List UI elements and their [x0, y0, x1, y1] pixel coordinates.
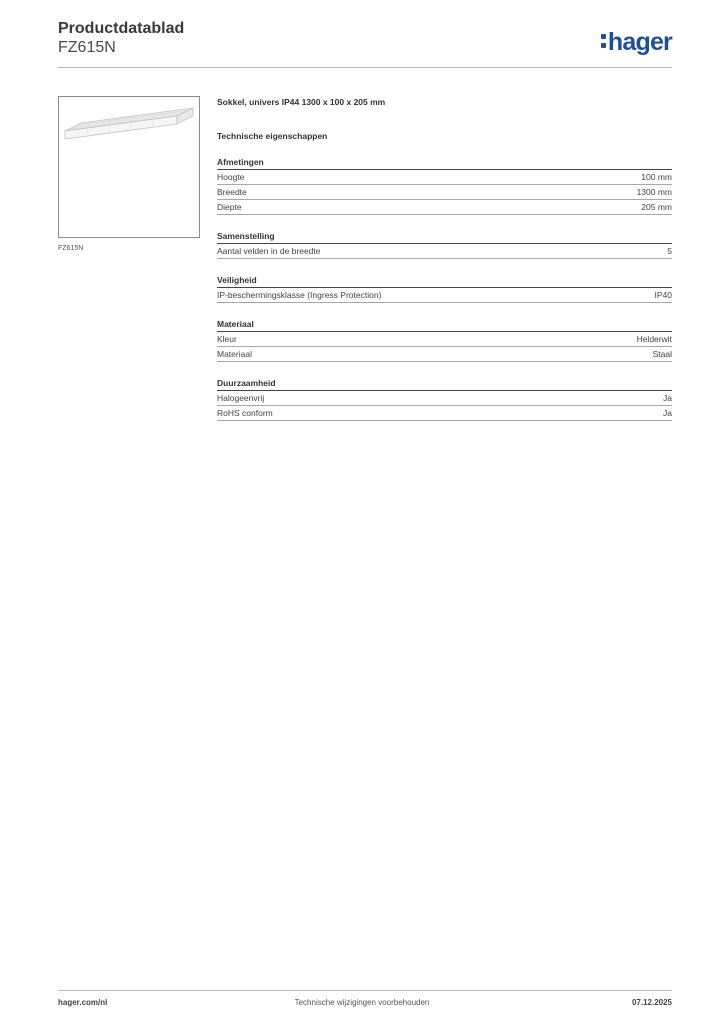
- spec-label: Aantal velden in de breedte: [217, 246, 321, 256]
- spec-label: Hoogte: [217, 172, 245, 182]
- spec-group: [217, 275, 672, 303]
- footer-website[interactable]: hager.com/nl: [58, 998, 108, 1007]
- product-code: FZ615N: [58, 39, 116, 56]
- spec-area: [217, 97, 672, 421]
- spec-group-title: Afmetingen: [217, 157, 672, 170]
- spec-row: [217, 347, 672, 362]
- logo-dots-icon: [601, 34, 606, 48]
- section-title: Technische eigenschappen: [217, 131, 328, 141]
- spec-row: [217, 200, 672, 215]
- spec-value: Helderwit: [636, 334, 672, 344]
- spec-row: [217, 170, 672, 185]
- header-divider: [58, 67, 672, 68]
- spec-value: 100 mm: [641, 172, 672, 182]
- hager-logo: [601, 28, 672, 57]
- spec-row: [217, 406, 672, 421]
- spec-group: [217, 231, 672, 259]
- spec-group-title: Samenstelling: [217, 231, 672, 244]
- logo-text: hager: [607, 28, 672, 56]
- page-title: Productdatablad: [58, 20, 185, 37]
- spec-value: Ja: [663, 393, 672, 403]
- spec-group-title: Materiaal: [217, 319, 672, 332]
- spec-label: Materiaal: [217, 349, 252, 359]
- spec-label: Kleur: [217, 334, 237, 344]
- image-caption: FZ615N: [58, 245, 84, 252]
- footer-divider: [58, 990, 672, 991]
- spec-value: Staal: [652, 349, 672, 359]
- product-description: Sokkel, univers IP44 1300 x 100 x 205 mm: [217, 97, 386, 107]
- spec-label: Halogeenvrij: [217, 393, 265, 403]
- spec-row: [217, 391, 672, 406]
- spec-row: [217, 332, 672, 347]
- spec-group: [217, 378, 672, 421]
- footer-date: 07.12.2025: [631, 998, 672, 1007]
- spec-row: [217, 244, 672, 259]
- spec-group: [217, 319, 672, 362]
- spec-value: 1300 mm: [636, 187, 672, 197]
- spec-label: Breedte: [217, 187, 247, 197]
- spec-groups: [217, 157, 672, 421]
- spec-value: IP40: [654, 290, 672, 300]
- spec-group: [217, 157, 672, 215]
- spec-label: Diepte: [217, 202, 242, 212]
- spec-row: [217, 288, 672, 303]
- plinth-product-image: [59, 97, 199, 237]
- footer-disclaimer: Technische wijzigingen voorbehouden: [294, 998, 430, 1007]
- spec-value: 5: [667, 246, 672, 256]
- spec-value: 205 mm: [641, 202, 672, 212]
- spec-group-title: Veiligheid: [217, 275, 672, 288]
- spec-value: Ja: [663, 408, 672, 418]
- product-image-frame: [58, 96, 200, 238]
- spec-row: [217, 185, 672, 200]
- spec-group-title: Duurzaamheid: [217, 378, 672, 391]
- spec-label: IP-beschermingsklasse (Ingress Protection): [217, 290, 382, 300]
- spec-label: RoHS conform: [217, 408, 273, 418]
